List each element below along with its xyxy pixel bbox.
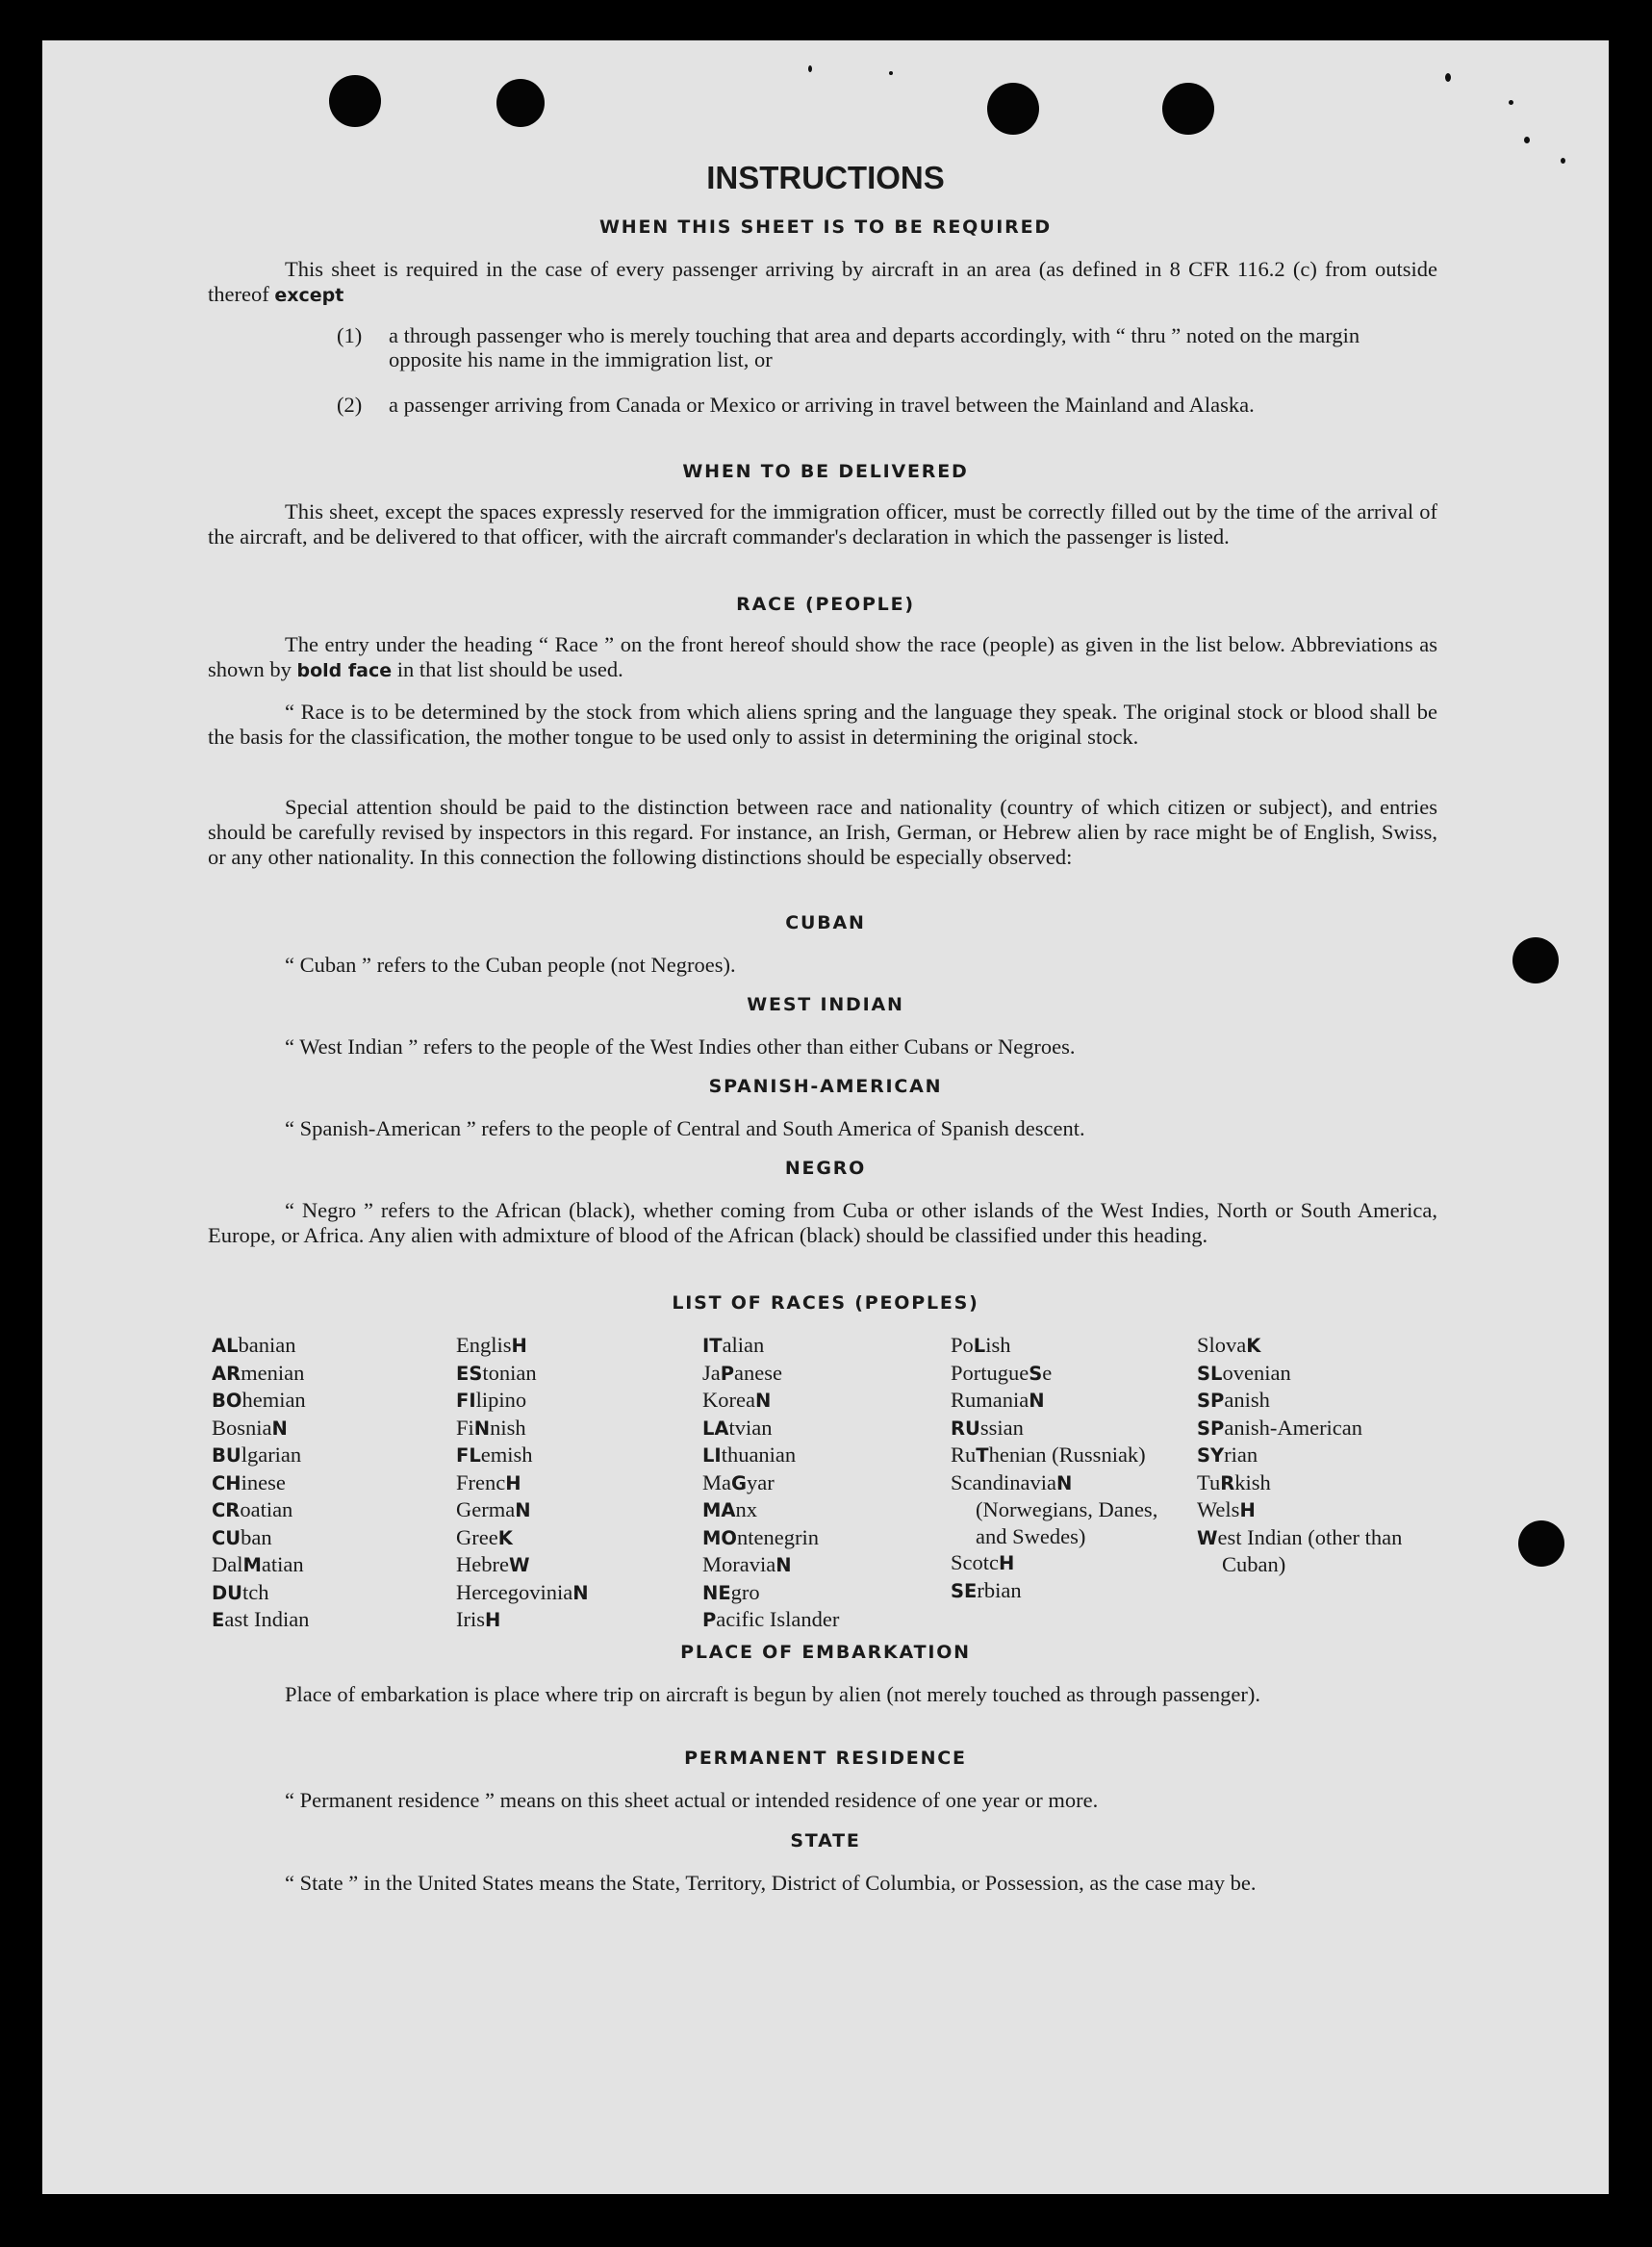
race-list-item xyxy=(1197,1469,1428,1497)
race-list-item xyxy=(702,1360,933,1388)
race-text: acific Islander xyxy=(716,1607,840,1631)
race-abbreviation: FL xyxy=(456,1444,481,1467)
race-text: Ru xyxy=(951,1443,977,1467)
race-list-item xyxy=(951,1549,1178,1577)
section-heading-residence: PERMANENT RESIDENCE xyxy=(684,1748,967,1769)
race-text: tch xyxy=(242,1579,269,1604)
race-paragraph-2: “ Race is to be determined by the stock from which aliens spring and the language they speak. The original stock or blood shall be the basis for the classification, the mother tongue to be used only to assist in determining the original stock. xyxy=(208,700,1437,749)
race-text: Moravia xyxy=(702,1552,776,1576)
race-list-item xyxy=(212,1360,423,1388)
race-text: gro xyxy=(730,1579,760,1604)
race-abbreviation: H xyxy=(511,1335,527,1357)
race-text: lgarian xyxy=(241,1443,302,1467)
race-text: banian xyxy=(238,1333,296,1357)
race-abbreviation: R xyxy=(1220,1471,1235,1494)
race-list-item xyxy=(1197,1387,1428,1415)
race-abbreviation: LA xyxy=(702,1417,729,1440)
race-abbreviation: AR xyxy=(212,1362,241,1385)
race-abbreviation: P xyxy=(720,1362,735,1385)
spanish-american-text: “ Spanish-American ” refers to the people of Central and South America of Spanish descent. xyxy=(285,1116,1085,1140)
race-text: ish xyxy=(985,1333,1011,1357)
race-text: anish-American xyxy=(1224,1415,1363,1440)
race-abbreviation: CR xyxy=(212,1499,241,1521)
race-list-item xyxy=(456,1496,668,1524)
section-heading-west-indian: WEST INDIAN xyxy=(747,994,904,1015)
punch-hole xyxy=(496,79,545,127)
race-text: est Indian (other than Cuban) xyxy=(1217,1524,1403,1576)
race-abbreviation: G xyxy=(731,1471,748,1494)
race-abbreviation: W xyxy=(1197,1526,1218,1549)
race-abbreviation: RU xyxy=(951,1417,980,1440)
race-paragraph-1 xyxy=(208,632,1437,683)
section-heading-when-required: WHEN THIS SHEET IS TO BE REQUIRED xyxy=(599,217,1052,238)
race-text: inese xyxy=(241,1469,286,1494)
race-text: Wels xyxy=(1197,1497,1240,1521)
race-text: Scandinavia xyxy=(951,1469,1056,1494)
race-list-column-2 xyxy=(456,1332,668,1634)
race-text: Rumania xyxy=(951,1388,1029,1412)
race-abbreviation: FI xyxy=(456,1390,476,1412)
race-abbreviation: K xyxy=(1246,1335,1261,1357)
race-list-item xyxy=(212,1415,423,1443)
speck xyxy=(1445,73,1451,82)
race-text: alian xyxy=(722,1333,765,1357)
when-required-intro-text: This sheet is required in the case of every passenger arriving by aircraft in an area (as defined in 8 CFR 116.2 (c) from outside thereof xyxy=(208,257,1437,306)
race-list-item xyxy=(1197,1496,1428,1524)
race-p1-text-b: in that list should be used. xyxy=(396,657,623,681)
race-list-item xyxy=(951,1577,1178,1605)
race-abbreviation: S xyxy=(1029,1362,1043,1385)
race-list-item xyxy=(702,1469,933,1497)
race-list-item xyxy=(702,1606,933,1634)
race-abbreviation: AL xyxy=(212,1335,239,1357)
race-text: rian xyxy=(1224,1443,1258,1467)
race-list-item xyxy=(456,1415,668,1443)
race-abbreviation: E xyxy=(212,1609,225,1631)
race-text: rbian xyxy=(977,1577,1022,1602)
section-heading-when-delivered: WHEN TO BE DELIVERED xyxy=(682,461,969,482)
race-p1-text-a: The entry under the heading “ Race ” on the front hereof should show the race (people) as given in the list below. Abbreviations as shown by xyxy=(208,632,1437,681)
speck xyxy=(1509,100,1513,105)
race-list-item xyxy=(702,1551,933,1579)
race-list-item xyxy=(456,1606,668,1634)
race-text: kish xyxy=(1234,1469,1271,1494)
race-list-column-4 xyxy=(951,1332,1178,1604)
section-heading-list-of-races: LIST OF RACES (PEOPLES) xyxy=(672,1292,979,1314)
race-list-item xyxy=(1197,1360,1428,1388)
race-list-item xyxy=(456,1332,668,1360)
race-text: Gree xyxy=(456,1524,498,1549)
race-list-item xyxy=(212,1387,423,1415)
race-abbreviation: T xyxy=(976,1444,989,1467)
race-list-item xyxy=(951,1360,1178,1388)
item-text: a through passenger who is merely touching that area and departs accordingly, with “ thru ” noted on the margin opposite his name in the immigration list, or xyxy=(389,323,1360,371)
race-text: henian (Russniak) xyxy=(988,1443,1146,1467)
negro-text: “ Negro ” refers to the African (black), whether coming from Cuba or other islands of the West Indies, North or South America, Europe, or Africa. Any alien with admixture of blood of the African (black) should be classified under this heading. xyxy=(208,1198,1437,1247)
document-page xyxy=(42,40,1609,2194)
state-text: “ State ” in the United States means the State, Territory, District of Columbia, or Possession, as the case may be. xyxy=(285,1871,1257,1895)
race-text: tonian xyxy=(482,1360,537,1385)
race-list-item xyxy=(702,1579,933,1607)
race-text: ban xyxy=(241,1524,272,1549)
race-list-item xyxy=(456,1469,668,1497)
race-text: Englis xyxy=(456,1333,512,1357)
race-abbreviation: N xyxy=(271,1417,288,1440)
cuban-text: “ Cuban ” refers to the Cuban people (not Negroes). xyxy=(285,953,736,977)
race-abbreviation: CU xyxy=(212,1526,241,1549)
punch-hole xyxy=(987,83,1039,135)
west-indian-text: “ West Indian ” refers to the people of the West Indies other than either Cubans or Negroes. xyxy=(285,1034,1076,1059)
race-text: nish xyxy=(490,1415,526,1440)
race-abbreviation: N xyxy=(1029,1390,1045,1412)
race-list-item xyxy=(212,1579,423,1607)
section-heading-race: RACE (PEOPLE) xyxy=(736,594,915,615)
race-text: anese xyxy=(734,1360,783,1385)
race-list-item xyxy=(456,1524,668,1552)
section-heading-negro: NEGRO xyxy=(784,1158,867,1179)
race-abbreviation: SP xyxy=(1197,1417,1225,1440)
race-text: emish xyxy=(480,1443,533,1467)
race-text: tvian xyxy=(728,1415,773,1440)
race-abbreviation: K xyxy=(497,1526,513,1549)
race-list-item xyxy=(951,1469,1178,1550)
race-text: Frenc xyxy=(456,1469,506,1494)
race-text: Po xyxy=(951,1333,974,1357)
section-heading-embarkation: PLACE OF EMBARKATION xyxy=(680,1642,971,1663)
race-list-item xyxy=(212,1496,423,1524)
race-list-item xyxy=(951,1442,1178,1469)
race-abbreviation: L xyxy=(973,1335,986,1357)
race-abbreviation: LI xyxy=(702,1444,722,1467)
race-list-item xyxy=(702,1415,933,1443)
race-abbreviation: BO xyxy=(212,1390,242,1412)
race-list-item xyxy=(212,1524,423,1552)
race-text: anish xyxy=(1224,1388,1270,1412)
speck xyxy=(808,65,812,72)
race-abbreviation: SL xyxy=(1197,1362,1223,1385)
race-list-column-5 xyxy=(1197,1332,1428,1578)
race-abbreviation: N xyxy=(572,1581,589,1604)
race-abbreviation: H xyxy=(1239,1499,1256,1521)
section-heading-state: STATE xyxy=(790,1830,861,1851)
race-text: thuanian xyxy=(721,1443,797,1467)
race-text: Hebre xyxy=(456,1552,509,1576)
race-abbreviation: CH xyxy=(212,1471,241,1494)
race-text: Hercegovinia xyxy=(456,1579,573,1604)
race-text: Ja xyxy=(702,1360,721,1385)
when-required-item-1 xyxy=(337,323,1437,371)
race-list-item xyxy=(702,1387,933,1415)
race-abbreviation: N xyxy=(473,1417,491,1440)
race-list-item xyxy=(456,1360,668,1388)
race-abbreviation: P xyxy=(702,1609,717,1631)
race-list-item xyxy=(212,1442,423,1469)
race-p1-bold-face: bold face xyxy=(296,660,393,681)
race-text: Portugue xyxy=(951,1360,1029,1385)
race-text: Bosnia xyxy=(212,1415,272,1440)
when-delivered-text: This sheet, except the spaces expressly reserved for the immigration officer, must be correctly filled out by the time of the arrival of the aircraft, and be delivered to that officer, with the aircraft commander's declaration in which the passenger is listed. xyxy=(208,499,1437,549)
speck xyxy=(889,71,893,75)
race-abbreviation: SE xyxy=(951,1579,978,1602)
race-list-item xyxy=(951,1387,1178,1415)
embarkation-text: Place of embarkation is place where trip on aircraft is begun by alien (not merely touched as through passenger). xyxy=(285,1682,1261,1706)
race-abbreviation: SY xyxy=(1197,1444,1225,1467)
item-text: a passenger arriving from Canada or Mexico or arriving in travel between the Mainland and Alaska. xyxy=(389,393,1255,417)
race-list-item xyxy=(702,1496,933,1524)
race-text: lipino xyxy=(475,1388,527,1412)
race-text: Korea xyxy=(702,1388,755,1412)
race-text: menian xyxy=(241,1360,305,1385)
punch-hole xyxy=(329,75,381,127)
race-list-column-3 xyxy=(702,1332,933,1634)
when-required-except: except xyxy=(274,285,344,306)
race-list-item xyxy=(702,1442,933,1469)
race-abbreviation: MA xyxy=(702,1499,736,1521)
punch-hole xyxy=(1162,83,1214,135)
race-list-item xyxy=(456,1579,668,1607)
race-text: Iris xyxy=(456,1607,485,1631)
punch-hole xyxy=(1518,1520,1564,1567)
race-list-item xyxy=(1197,1524,1428,1578)
race-list-item xyxy=(456,1442,668,1469)
race-list-item xyxy=(1197,1332,1428,1360)
race-text: ntenegrin xyxy=(736,1524,819,1549)
race-abbreviation: DU xyxy=(212,1581,243,1604)
item-number: (1) xyxy=(337,323,363,347)
race-abbreviation: N xyxy=(1055,1471,1073,1494)
race-list-item xyxy=(1197,1415,1428,1443)
race-abbreviation: N xyxy=(515,1499,531,1521)
race-list-item xyxy=(212,1606,423,1634)
race-text: yar xyxy=(747,1469,775,1494)
residence-text: “ Permanent residence ” means on this sheet actual or intended residence of one year or more. xyxy=(285,1788,1099,1812)
race-text: Fi xyxy=(456,1415,474,1440)
race-list-item xyxy=(951,1332,1178,1360)
race-text: ast Indian xyxy=(224,1607,310,1631)
race-text: Slova xyxy=(1197,1333,1247,1357)
race-abbreviation: MO xyxy=(702,1526,737,1549)
race-text: ovenian xyxy=(1222,1360,1291,1385)
item-number: (2) xyxy=(337,393,363,417)
race-abbreviation: NE xyxy=(702,1581,731,1604)
race-text: oatian xyxy=(240,1497,293,1521)
section-heading-spanish-american: SPANISH-AMERICAN xyxy=(708,1076,943,1097)
race-text: Germa xyxy=(456,1497,516,1521)
race-text: nx xyxy=(735,1497,757,1521)
race-list-item xyxy=(212,1551,423,1579)
race-abbreviation: ES xyxy=(456,1362,483,1385)
race-text: ssian xyxy=(979,1415,1024,1440)
race-abbreviation: IT xyxy=(702,1335,723,1357)
race-list-item xyxy=(456,1551,668,1579)
race-text: (Norwegians, Danes, and Swedes) xyxy=(976,1497,1158,1548)
race-list-item xyxy=(456,1387,668,1415)
race-abbreviation: N xyxy=(775,1554,792,1576)
race-text: Ma xyxy=(702,1469,731,1494)
race-list-item xyxy=(702,1524,933,1552)
speck xyxy=(1524,137,1530,143)
when-required-intro xyxy=(208,257,1437,308)
race-list-column-1 xyxy=(212,1332,423,1634)
race-paragraph-3: Special attention should be paid to the distinction between race and nationality (country of which citizen or subject), and entries should be carefully revised by inspectors in this regard. For instance, an Irish, German, or Hebrew alien by race might be of English, Swiss, or any other nationality. In this connection the following distinctions should be especially observed: xyxy=(208,795,1437,869)
race-text: Tu xyxy=(1197,1469,1221,1494)
race-text: atian xyxy=(261,1552,304,1576)
when-required-item-2 xyxy=(337,393,1437,417)
race-text: Scotc xyxy=(951,1550,999,1574)
race-list-item xyxy=(212,1469,423,1497)
race-abbreviation: N xyxy=(754,1390,772,1412)
race-abbreviation: M xyxy=(242,1554,262,1576)
race-abbreviation: W xyxy=(508,1554,530,1576)
punch-hole xyxy=(1512,937,1559,983)
section-heading-cuban: CUBAN xyxy=(785,912,866,933)
race-abbreviation: H xyxy=(505,1471,521,1494)
race-list-item xyxy=(1197,1442,1428,1469)
race-abbreviation: SP xyxy=(1197,1390,1225,1412)
race-abbreviation: H xyxy=(485,1609,501,1631)
race-list-item xyxy=(212,1332,423,1360)
race-abbreviation: H xyxy=(999,1552,1015,1574)
race-list-item xyxy=(702,1332,933,1360)
race-text: e xyxy=(1042,1360,1053,1385)
race-list-item xyxy=(951,1415,1178,1443)
page-title: INSTRUCTIONS xyxy=(706,160,945,195)
race-text: hemian xyxy=(241,1388,306,1412)
race-abbreviation: BU xyxy=(212,1444,241,1467)
race-text: Dal xyxy=(212,1552,243,1576)
